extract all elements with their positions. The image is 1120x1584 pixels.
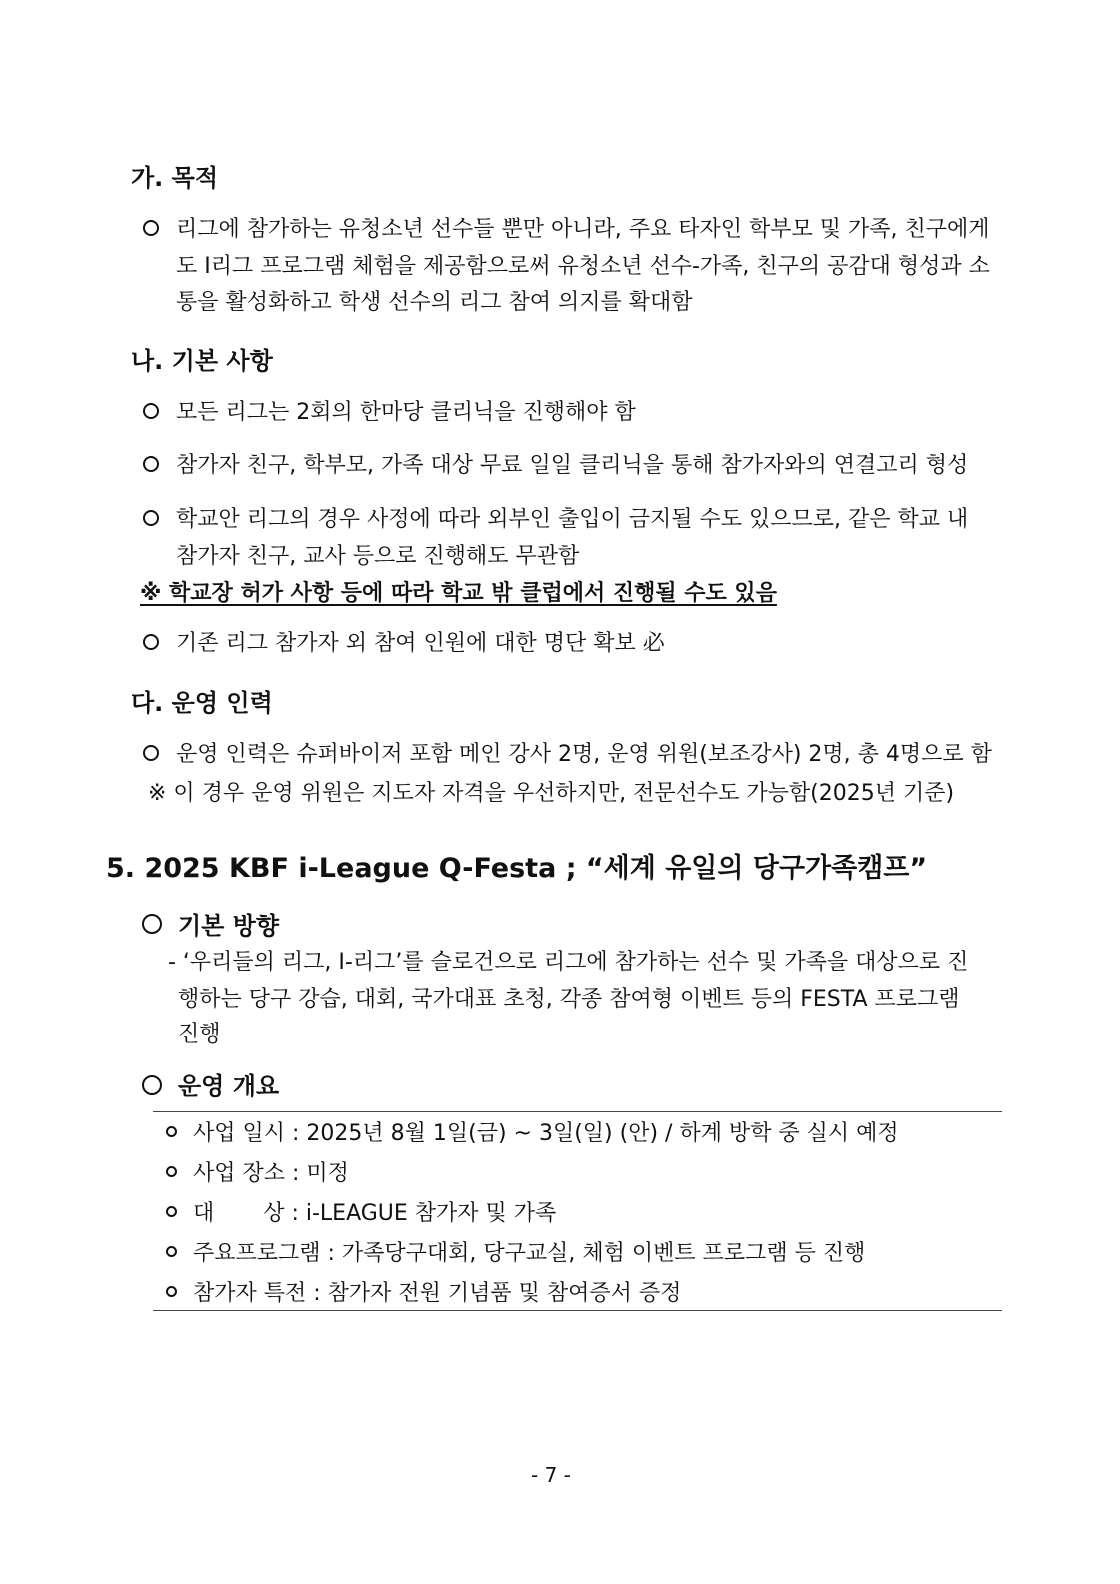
circle-bullet-icon	[143, 220, 159, 236]
na-item-1: 모든 리그는 2회의 한마당 클리닉을 진행해야 함	[176, 400, 636, 425]
circle-bullet-icon	[143, 634, 159, 650]
overview-item-benefit: 참가자 특전 : 참가자 전원 기념품 및 참여증서 증정	[193, 1281, 682, 1306]
da-note: ※ 이 경우 운영 위원은 지도자 자격을 우선하지만, 전문선수도 가능함(2025년 기준)	[148, 781, 955, 806]
circle-bullet-icon	[142, 914, 162, 934]
direction-line-1: - ‘우리들의 리그, I-리그’를 슬로건으로 리그에 참가하는 선수 및 가족을 대상으로 진	[168, 950, 969, 975]
circle-bullet-icon	[143, 403, 159, 419]
overview-top-rule	[153, 1111, 1002, 1112]
section-ga-title: 가. 목적	[131, 164, 219, 192]
circle-bullet-icon	[142, 1075, 162, 1095]
overview-item-place: 사업 장소 : 미정	[193, 1161, 349, 1186]
na-item-2: 참가자 친구, 학부모, 가족 대상 무료 일일 클리닉을 통해 참가자와의 연결고리 형성	[176, 453, 969, 478]
overview-title: 운영 개요	[178, 1072, 280, 1100]
ga-para-line-3: 통을 활성화하고 학생 선수의 리그 참여 의지를 확대함	[176, 290, 693, 315]
overview-item-date: 사업 일시 : 2025년 8월 1일(금) ~ 3일(일) (안) / 하계 방학 중 실시 예정	[193, 1121, 899, 1146]
overview-item-target: 대 상 : i-LEAGUE 참가자 및 가족	[193, 1201, 557, 1226]
circle-bullet-icon	[143, 745, 159, 761]
section-na-title: 나. 기본 사항	[131, 347, 273, 375]
na-note: ※ 학교장 허가 사항 등에 따라 학교 밖 클럽에서 진행될 수도 있음	[140, 581, 777, 606]
direction-title: 기본 방향	[178, 912, 280, 940]
direction-line-3: 진행	[178, 1022, 221, 1047]
small-circle-bullet-icon	[166, 1166, 177, 1177]
da-item-1: 운영 인력은 슈퍼바이저 포함 메인 강사 2명, 운영 위원(보조강사) 2명, 총 4명으로 함	[176, 742, 992, 767]
na-item-3-line-1: 학교안 리그의 경우 사정에 따라 외부인 출입이 금지될 수도 있으므로, 같은 학교 내	[176, 507, 969, 532]
ga-para-line-2: 도 I리그 프로그램 체험을 제공함으로써 유청소년 선수-가족, 친구의 공감대 형성과 소	[176, 254, 990, 279]
section-da-title: 다. 운영 인력	[131, 689, 273, 717]
circle-bullet-icon	[143, 456, 159, 472]
overview-item-program: 주요프로그램 : 가족당구대회, 당구교실, 체험 이벤트 프로그램 등 진행	[193, 1241, 866, 1266]
small-circle-bullet-icon	[166, 1206, 177, 1217]
na-item-3-line-2: 참가자 친구, 교사 등으로 진행해도 무관함	[176, 544, 580, 569]
small-circle-bullet-icon	[166, 1246, 177, 1257]
direction-line-2: 행하는 당구 강습, 대회, 국가대표 초청, 각종 참여형 이벤트 등의 FESTA 프로그램	[178, 987, 960, 1012]
circle-bullet-icon	[143, 510, 159, 526]
small-circle-bullet-icon	[166, 1286, 177, 1297]
na-item-4: 기존 리그 참가자 외 참여 인원에 대한 명단 확보 必	[176, 631, 665, 656]
overview-bottom-rule	[153, 1310, 1002, 1311]
small-circle-bullet-icon	[166, 1126, 177, 1137]
section-5-title: 5. 2025 KBF i-League Q-Festa ; “세계 유일의 당구가족캠프”	[106, 853, 928, 884]
ga-para-line-1: 리그에 참가하는 유청소년 선수들 뿐만 아니라, 주요 타자인 학부모 및 가족, 친구에게	[176, 217, 990, 242]
page-number: - 7 -	[531, 1463, 571, 1487]
